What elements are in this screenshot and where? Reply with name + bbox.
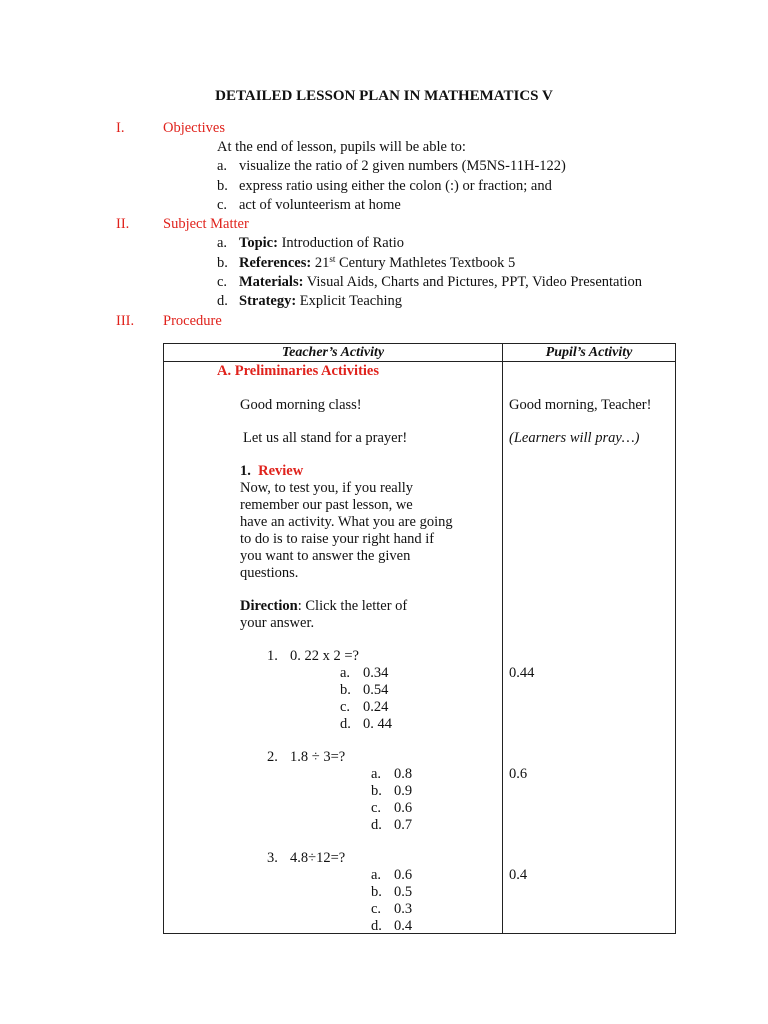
subject-strategy-value: Explicit Teaching bbox=[299, 293, 402, 309]
subject-letter-d: d. bbox=[217, 293, 228, 309]
header-pupil-activity: Pupil’s Activity bbox=[503, 344, 676, 362]
subject-strategy-label: Strategy: bbox=[239, 293, 297, 309]
pupil-answer-1: 0.44 bbox=[509, 665, 535, 681]
subject-letter-a: a. bbox=[217, 235, 228, 251]
table-header-row bbox=[164, 344, 676, 362]
q3-choice-value: 0.4 bbox=[394, 918, 413, 934]
subject-materials-value: Visual Aids, Charts and Pictures, PPT, Video Presentation bbox=[306, 274, 643, 290]
q1-choice-value: 0. 44 bbox=[363, 716, 392, 732]
q2-choice-letter: c. bbox=[371, 800, 382, 816]
subject-topic bbox=[239, 235, 404, 252]
section-numeral-3: III. bbox=[116, 313, 135, 329]
objective-letter-b: b. bbox=[217, 178, 228, 194]
table-row bbox=[164, 362, 676, 934]
objective-text-a: visualize the ratio of 2 given numbers (M5NS-11H-122) bbox=[239, 158, 566, 174]
procedure-table bbox=[163, 343, 676, 934]
review-number: 1. bbox=[240, 463, 251, 479]
q2-choice-value: 0.7 bbox=[394, 817, 413, 833]
question-1-text: 0. 22 x 2 =? bbox=[290, 648, 359, 664]
section-numeral-1: I. bbox=[116, 120, 125, 136]
teacher-prayer: Let us all stand for a prayer! bbox=[243, 430, 408, 446]
subject-materials-label: Materials: bbox=[239, 274, 304, 290]
pupil-answer-3: 0.4 bbox=[509, 867, 528, 883]
review-line-5: you want to answer the given bbox=[240, 548, 411, 564]
section-heading-procedure: Procedure bbox=[163, 313, 222, 329]
subject-materials bbox=[239, 274, 642, 291]
question-3-text: 4.8÷12=? bbox=[290, 850, 346, 866]
subject-topic-label: Topic: bbox=[239, 235, 278, 251]
q3-choice-value: 0.6 bbox=[394, 867, 413, 883]
q1-choice-letter: d. bbox=[340, 716, 351, 732]
question-2-number: 2. bbox=[267, 749, 278, 765]
review-line-3: have an activity. What you are going bbox=[240, 514, 453, 530]
pupil-greeting: Good morning, Teacher! bbox=[509, 397, 652, 413]
q3-choice-letter: d. bbox=[371, 918, 382, 934]
review-line-1: Now, to test you, if you really bbox=[240, 480, 414, 496]
section-numeral-2: II. bbox=[116, 216, 130, 232]
header-teacher-activity: Teacher’s Activity bbox=[164, 344, 503, 362]
objective-letter-a: a. bbox=[217, 158, 228, 174]
q2-choice-letter: d. bbox=[371, 817, 382, 833]
direction-line-1 bbox=[240, 598, 407, 615]
preliminaries-heading: A. Preliminaries Activities bbox=[217, 363, 380, 379]
subject-references-value: Century Mathletes Textbook 5 bbox=[338, 255, 516, 271]
subject-topic-value: Introduction of Ratio bbox=[281, 235, 404, 251]
pupil-activity-cell bbox=[503, 362, 676, 934]
teacher-greeting: Good morning class! bbox=[240, 397, 362, 413]
q1-choice-value: 0.24 bbox=[363, 699, 389, 715]
objectives-intro: At the end of lesson, pupils will be able to: bbox=[217, 139, 466, 155]
q2-choice-value: 0.9 bbox=[394, 783, 413, 799]
q3-choice-value: 0.3 bbox=[394, 901, 413, 917]
q3-choice-value: 0.5 bbox=[394, 884, 413, 900]
objective-text-b: express ratio using either the colon (:) or fraction; and bbox=[239, 178, 552, 194]
question-1-number: 1. bbox=[267, 648, 278, 664]
review-heading bbox=[240, 463, 303, 480]
q2-choice-value: 0.6 bbox=[394, 800, 413, 816]
subject-references-sup: st bbox=[329, 254, 336, 264]
direction-label: Direction bbox=[240, 598, 298, 614]
q3-choice-letter: b. bbox=[371, 884, 382, 900]
q1-choice-letter: c. bbox=[340, 699, 351, 715]
subject-references-num: 21 bbox=[314, 255, 330, 271]
subject-letter-c: c. bbox=[217, 274, 228, 290]
teacher-activity-cell bbox=[164, 362, 503, 934]
q1-choice-value: 0.54 bbox=[363, 682, 389, 698]
section-heading-objectives: Objectives bbox=[163, 120, 226, 136]
q2-choice-letter: b. bbox=[371, 783, 382, 799]
subject-references bbox=[239, 255, 515, 272]
review-title: Review bbox=[258, 463, 304, 479]
direction-line-2: your answer. bbox=[240, 615, 315, 631]
subject-strategy bbox=[239, 293, 402, 310]
q2-choice-letter: a. bbox=[371, 766, 382, 782]
objective-text-c: act of volunteerism at home bbox=[239, 197, 401, 213]
q3-choice-letter: a. bbox=[371, 867, 382, 883]
review-line-6: questions. bbox=[240, 565, 299, 581]
review-line-2: remember our past lesson, we bbox=[240, 497, 413, 513]
q1-choice-value: 0.34 bbox=[363, 665, 389, 681]
q1-choice-letter: b. bbox=[340, 682, 351, 698]
subject-references-label: References: bbox=[239, 255, 312, 271]
document-title: DETAILED LESSON PLAN IN MATHEMATICS V bbox=[215, 88, 553, 104]
section-heading-subject-matter: Subject Matter bbox=[163, 216, 249, 232]
q3-choice-letter: c. bbox=[371, 901, 382, 917]
subject-letter-b: b. bbox=[217, 255, 228, 271]
review-line-4: to do is to raise your right hand if bbox=[240, 531, 435, 547]
direction-text: : Click the letter of bbox=[297, 598, 408, 614]
question-2-text: 1.8 ÷ 3=? bbox=[290, 749, 346, 765]
q2-choice-value: 0.8 bbox=[394, 766, 413, 782]
q1-choice-letter: a. bbox=[340, 665, 351, 681]
objective-letter-c: c. bbox=[217, 197, 228, 213]
pupil-prayer: (Learners will pray…) bbox=[509, 430, 640, 446]
question-3-number: 3. bbox=[267, 850, 278, 866]
pupil-answer-2: 0.6 bbox=[509, 766, 528, 782]
